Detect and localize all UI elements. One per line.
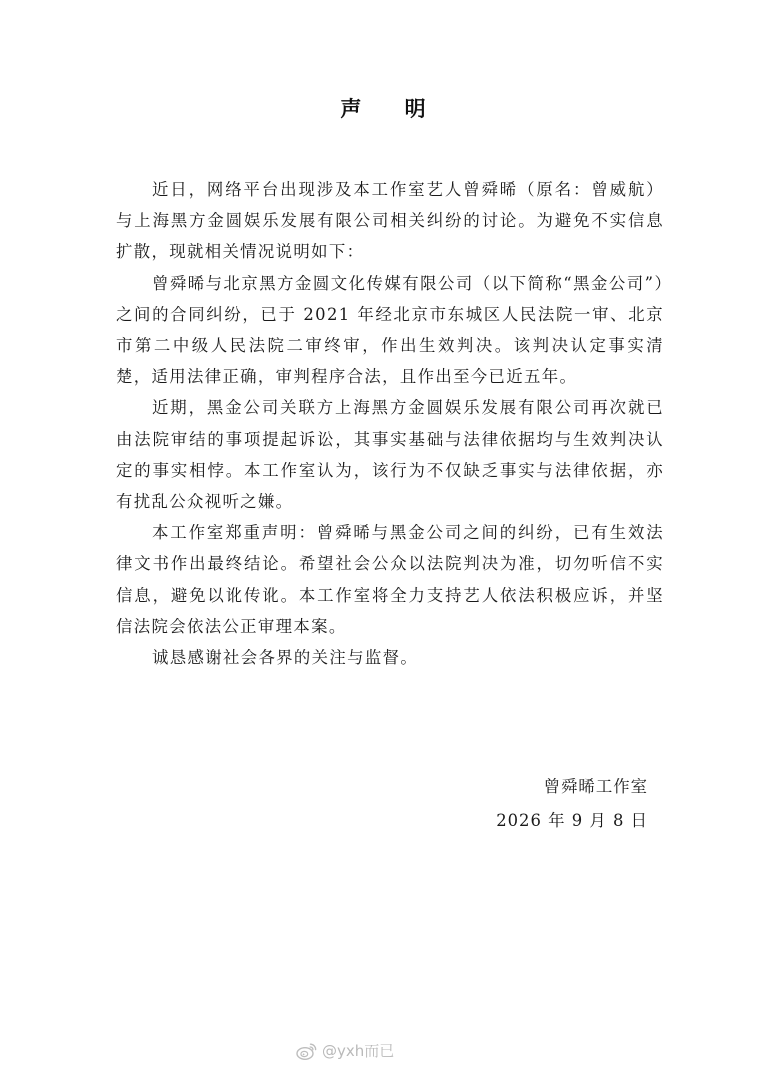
paragraph-recent-lawsuit: 近期，黑金公司关联方上海黑方金圆娱乐发展有限公司再次就已由法院审结的事项提起诉讼，其事实基础与法律依据均与生效判决认定的事实相悖。本工作室认为，该行为不仅缺乏事实与法律依据，亦有扰乱公众视听之嫌。 — [116, 398, 664, 512]
signature-name: 曾舜晞工作室 — [543, 777, 648, 796]
weibo-watermark — [296, 1040, 394, 1061]
statement-title: 声 明 — [340, 96, 444, 121]
signature-block — [348, 770, 648, 838]
watermark-text: @yxh而已 — [322, 1042, 395, 1060]
paragraph-thanks: 诚恳感谢社会各界的关注与监督。 — [152, 648, 419, 668]
paragraph-declaration: 本工作室郑重声明：曾舜晞与黑金公司之间的纠纷，已有生效法律文书作出最终结论。希望社会公众以法院判决为准，切勿听信不实信息，避免以讹传讹。本工作室将全力支持艺人依法积极应诉，并坚信法院会依法公正审理本案。 — [116, 523, 664, 636]
weibo-icon — [296, 1041, 318, 1061]
paragraph-contract-dispute: 曾舜晞与北京黑方金圆文化传媒有限公司（以下简称“黑金公司”）之间的合同纠纷，已于 2021 年经北京市东城区人民法院一审、北京市第二中级人民法院二审终审，作出生效判决。该判决认定事实清楚，适用法律正确，审判程序合法，且作出至今已近五年。 — [116, 273, 664, 387]
statement-body — [116, 174, 664, 673]
signature-date: 2026 年 9 月 8 日 — [496, 811, 648, 830]
paragraph-intro: 近日，网络平台出现涉及本工作室艺人曾舜晞（原名：曾威航）与上海黑方金圆娱乐发展有限公司相关纠纷的讨论。为避免不实信息扩散，现就相关情况说明如下： — [116, 180, 664, 262]
